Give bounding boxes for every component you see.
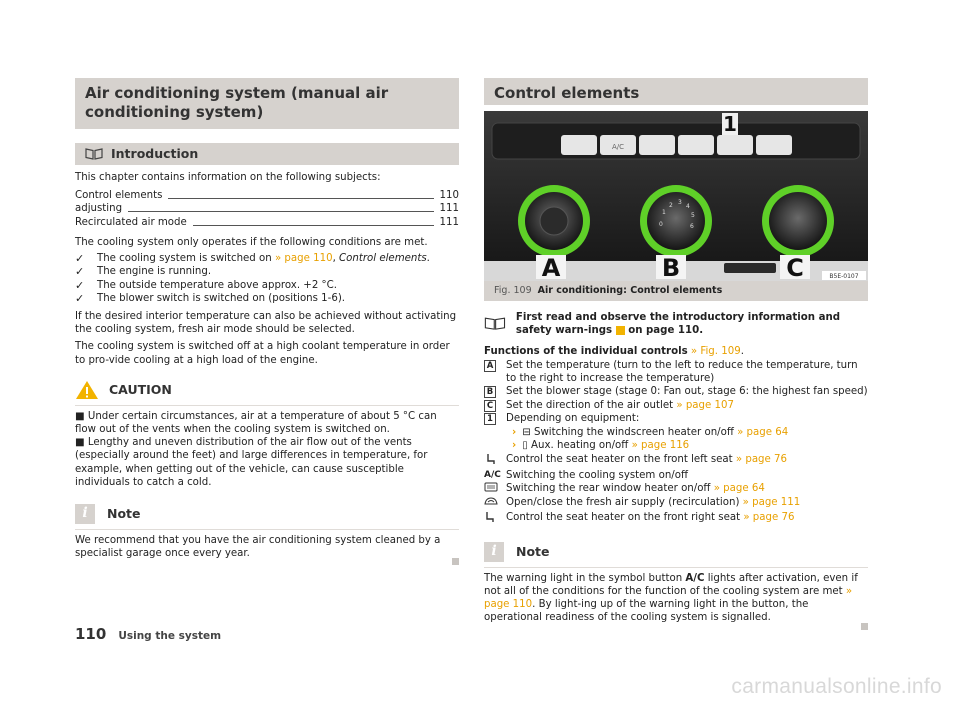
functions-title: Functions of the individual controls (484, 346, 688, 358)
warning-icon (616, 326, 625, 335)
caution-item: ■ Lengthy and uneven distribution of the air flow out of the vents (especially around the feet) and large differences in temperature, for example, when getting out of the vehicle, can cause susceptible individuals to catch a cold. (75, 437, 428, 488)
note-text-part: . By light-ing up of the warning light in the button, the operational readiness of the cooling system is signalled. (484, 599, 809, 624)
toc-page: 111 (439, 216, 459, 228)
figure-caption (484, 281, 868, 301)
callout-b: B (661, 254, 681, 281)
toc-item[interactable] (75, 215, 459, 229)
book-icon (85, 148, 103, 160)
toc-item[interactable] (75, 188, 459, 202)
intro-text: This chapter contains information on the following subjects: (75, 172, 381, 183)
condition-text: The outside temperature above approx. +2 °C. (97, 279, 337, 291)
equipment-text: Switching the windscreen heater on/off (530, 426, 738, 438)
note-heading (484, 541, 868, 563)
page-link[interactable]: » page 116 (631, 440, 690, 452)
toc-label: Control elements (75, 189, 163, 201)
condition-item (75, 279, 459, 293)
function-text: Open/close the fresh air supply (recirculation) (506, 497, 743, 509)
note-text: We recommend that you have the air conditioning system cleaned by a specialist garage once every year. (75, 534, 441, 560)
dial-number: 4 (686, 203, 690, 210)
toc-leader (128, 211, 433, 212)
warning-triangle-icon (75, 380, 99, 400)
equipment-item (484, 426, 868, 440)
condition-ref: Control elements (339, 252, 427, 264)
key-label: B (484, 386, 496, 398)
aux-heating-icon: ▯ (522, 440, 528, 452)
paragraph: The cooling system is switched off at a high coolant temperature in order to pro-vide cooling at a high load of the engine. (75, 341, 450, 366)
key-label: 1 (484, 413, 496, 425)
caution-item: ■ Under certain circumstances, air at a temperature of about 5 °C can flow out of the vents when the cooling system is switched on. (75, 410, 437, 435)
toc-page: 111 (439, 203, 459, 214)
condition-text: The blower switch is switched on (positions 1-6). (97, 293, 346, 305)
function-item (484, 359, 868, 385)
end-marker (452, 558, 459, 565)
function-text: Depending on equipment: (506, 413, 640, 425)
figure-number: Fig. 109 (494, 285, 532, 297)
page-number: 110 (75, 625, 107, 643)
blower-knob (640, 185, 712, 257)
functions-list (484, 359, 868, 527)
page-link[interactable]: » page 76 (743, 511, 795, 523)
page-footer (75, 625, 222, 643)
windscreen-heater-icon: ⊟ (522, 426, 531, 438)
function-text: Set the direction of the air outlet (506, 399, 677, 411)
toc-label: Recirculated air mode (75, 216, 187, 228)
note-text (484, 572, 868, 625)
function-item (484, 453, 868, 469)
watermark: carmanualsonline.info (731, 674, 942, 698)
function-item (484, 412, 868, 426)
caution-title: CAUTION (109, 382, 172, 398)
function-text: Control the seat heater on the front left seat (506, 453, 736, 465)
key-label: A (484, 360, 496, 372)
page-link[interactable]: » page 76 (735, 453, 787, 465)
introduction-heading (75, 143, 459, 165)
key-label: C (484, 400, 496, 412)
figure-control-panel (484, 111, 868, 281)
info-icon: i (484, 542, 504, 562)
function-text: Control the seat heater on the front right seat (506, 511, 744, 523)
condition-text: , (332, 252, 340, 264)
note-title: Note (107, 506, 141, 522)
page-link[interactable]: » page 64 (713, 483, 765, 495)
caution-box (75, 405, 459, 489)
condition-text: The engine is running. (97, 266, 212, 278)
seat-heater-left-icon (484, 453, 496, 465)
function-item (484, 399, 868, 413)
function-text: Switching the cooling system on/off (506, 469, 688, 481)
condition-item (75, 252, 459, 266)
callout-1: 1 (723, 112, 737, 136)
note-heading (75, 503, 459, 525)
note-text-part: The warning light in the symbol button (484, 572, 686, 584)
dial-number: 2 (669, 202, 673, 209)
page-link[interactable]: » page 64 (737, 426, 789, 438)
callout-a: A (541, 254, 561, 281)
temperature-knob (518, 185, 590, 257)
toc-label: adjusting (75, 203, 123, 214)
note-box (484, 567, 868, 625)
functions-heading (484, 345, 868, 358)
left-column (75, 78, 459, 570)
section-title: Air conditioning system (manual air conditioning system) (75, 78, 459, 129)
function-item (484, 496, 868, 510)
dial-number: 1 (662, 209, 666, 216)
equipment-item (484, 439, 868, 453)
condition-item (75, 265, 459, 279)
caution-heading (75, 379, 459, 401)
read-first-notice (484, 311, 868, 337)
toc-leader (168, 198, 433, 199)
function-text: Switching the rear window heater on/off (506, 483, 714, 495)
read-text: on page 110. (624, 325, 704, 337)
toc-leader (193, 225, 434, 226)
check-icon: ✓ (75, 278, 85, 292)
introduction-title: Introduction (111, 146, 199, 162)
ac-icon: A/C (484, 469, 501, 480)
info-icon: i (75, 504, 95, 524)
note-text-part: lights after activation, even if not all of the conditions for the function of the cooling system are met (484, 572, 858, 598)
air-direction-knob (762, 185, 834, 257)
toc-list (75, 188, 459, 229)
open-book-icon (484, 313, 506, 333)
check-icon: ✓ (75, 292, 85, 306)
dial-number: 6 (690, 223, 694, 230)
right-column (484, 78, 868, 634)
figure-link[interactable]: » Fig. 109 (687, 346, 741, 358)
condition-text: The cooling system is switched on (97, 252, 275, 264)
chevron-right-icon: › (512, 440, 517, 452)
end-marker (861, 623, 868, 630)
control-panel-illustration (484, 111, 868, 281)
seat-heater-right-icon (484, 511, 496, 523)
paragraph: If the desired interior temperature can also be achieved without activating the cooling system, fresh air mode should be selected. (75, 310, 457, 336)
page-link[interactable]: » page 110 (274, 252, 333, 264)
rear-window-heater-icon (484, 482, 498, 492)
function-text: Set the blower stage (stage 0: Fan out, stage 6: the highest fan speed) (506, 386, 868, 398)
check-icon: ✓ (75, 265, 85, 279)
equipment-text: Aux. heating on/off (527, 440, 632, 452)
callout-c: C (786, 254, 804, 281)
conditions-list (75, 252, 459, 306)
dial-number: 5 (691, 212, 695, 219)
ac-symbol: A/C (685, 572, 705, 584)
function-item (484, 385, 868, 399)
ac-button-label: A/C (611, 143, 625, 151)
check-icon: ✓ (75, 251, 85, 265)
function-item (484, 469, 868, 483)
read-text: First read and observe the introductory information and safety warn-ings (515, 312, 840, 337)
toc-item[interactable] (75, 202, 459, 216)
page-link[interactable]: » page 111 (742, 497, 801, 509)
section-title: Control elements (484, 78, 868, 105)
note-title: Note (516, 544, 550, 560)
dial-number: 3 (678, 199, 682, 206)
figure-code: B5E-0107 (829, 273, 859, 280)
section-name: Using the system (118, 630, 222, 642)
function-item (484, 482, 868, 496)
page-link[interactable]: » page 110 (484, 586, 853, 611)
function-text: Set the temperature (turn to the left to reduce the temperature, turn to the right to increase the temperature) (506, 359, 858, 384)
function-item (484, 511, 868, 527)
dial-number: 0 (659, 221, 663, 228)
chevron-right-icon: › (512, 426, 517, 438)
conditions-intro: The cooling system only operates if the following conditions are met. (75, 236, 428, 248)
toc-page: 110 (439, 189, 459, 201)
condition-item (75, 292, 459, 306)
figure-title: Air conditioning: Control elements (537, 285, 723, 297)
page-link[interactable]: » page 107 (676, 399, 734, 411)
functions-punct: . (740, 346, 744, 358)
recirculation-icon (484, 496, 498, 506)
condition-text: . (426, 252, 430, 264)
